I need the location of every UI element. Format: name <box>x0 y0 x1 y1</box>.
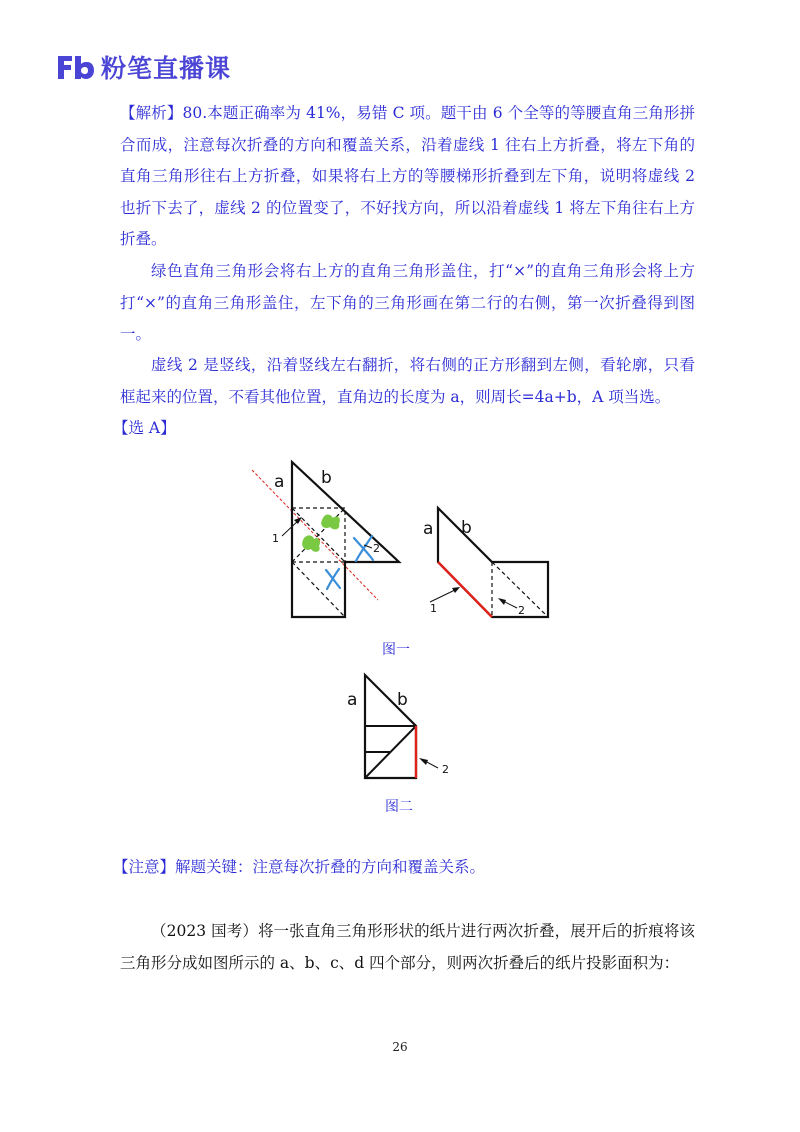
green-mark-lower <box>302 535 320 551</box>
figure1-right-diagram <box>415 495 555 625</box>
label-line-2: 2 <box>373 542 380 555</box>
note-text: 【注意】解题关键：注意每次折叠的方向和覆盖关系。 <box>113 858 486 876</box>
fb-logo-icon <box>55 52 95 82</box>
label-line-2: 2 <box>442 763 449 776</box>
label-a: a <box>347 690 358 710</box>
label-line-1: 1 <box>430 602 437 615</box>
blue-cross-upper <box>354 536 373 561</box>
label-line-2: 2 <box>518 604 525 617</box>
label-a: a <box>423 519 434 539</box>
label-b: b <box>461 518 472 538</box>
label-b: b <box>397 690 408 710</box>
figure2-caption: 图二 <box>385 799 413 815</box>
question-text: （2023 国考）将一张直角三角形形状的纸片进行两次折叠，展开后的折痕将该三角形分成如图所示的 a、b、c、d 四个部分，则两次折叠后的纸片投影面积为： <box>120 922 695 972</box>
analysis-paragraph-1: 【解析】80.本题正确率为 41%，易错 C 项。题干由 6 个全等的等腰直角三角形拼合而成，注意每次折叠的方向和覆盖关系，沿着虚线 1 往右上方折叠，将左下角的直角三角形往右上方折叠，如果将右上方的等腰梯形折叠到左下角，说明将虚线 2 也折下去了，虚线 2 的位置变了，不好找方向，所以沿着虚线 1 将左下角往右上方折叠。 <box>120 104 695 248</box>
brand-logo <box>55 50 231 84</box>
figure2-diagram <box>340 665 470 790</box>
fold-line-1 <box>252 470 378 600</box>
figure1-caption: 图一 <box>382 642 410 658</box>
analysis-paragraph-3: 虚线 2 是竖线，沿着竖线左右翻折，将右侧的正方形翻到左侧，看轮廓，只看框起来的位置，不看其他位置，直角边的长度为 a，则周长=4a+b，A 项当选。 <box>120 356 695 406</box>
green-mark-upper <box>321 515 340 530</box>
figure1-left-diagram <box>240 450 415 630</box>
analysis-paragraph-2: 绿色直角三角形会将右上方的直角三角形盖住，打“×”的直角三角形会将上方打“×”的直角三角形盖住，左下角的三角形画在第二行的右侧，第一次折叠得到图一。 <box>120 262 695 343</box>
label-b: b <box>321 468 332 488</box>
label-line-1: 1 <box>272 532 279 545</box>
page-number: 26 <box>392 1040 408 1054</box>
brand-name: 粉笔直播课 <box>101 54 232 83</box>
label-a: a <box>274 472 285 492</box>
blue-cross-lower <box>326 569 340 589</box>
answer-label: 【选 A】 <box>113 419 176 437</box>
red-edge <box>438 562 492 617</box>
